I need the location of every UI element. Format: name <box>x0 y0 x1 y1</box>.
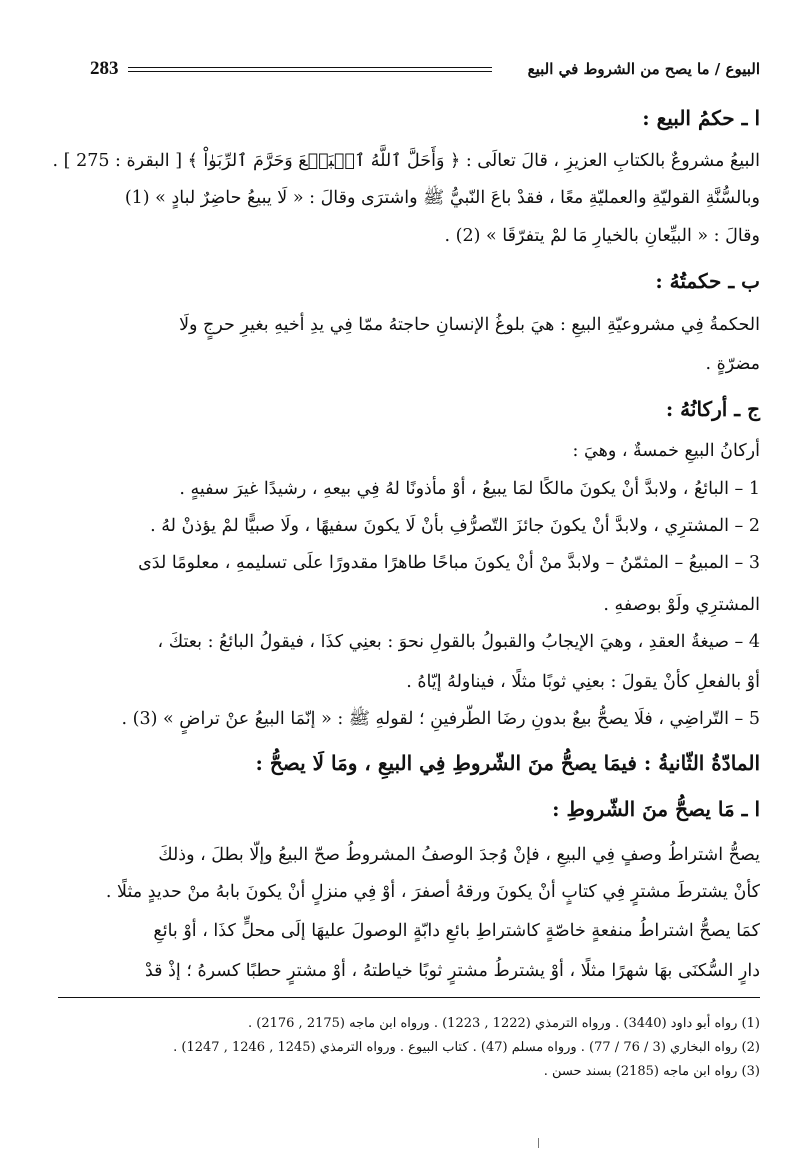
scan-mark <box>538 1138 541 1148</box>
page-number: 283 <box>90 58 119 79</box>
section-heading-ruling: ا ـ حكمُ البيع : <box>642 106 760 130</box>
footnote-rule <box>58 997 760 998</box>
text-line: الحكمةُ فِي مشروعيّةِ البيعِ : هيَ بلوغُ الإنسانِ حاجتهُ ممّا فِي يدِ أخيهِ بغيرِ حرجٍ ولَا <box>179 315 760 335</box>
chapter-heading-article-two: المادّةُ الثّانيةُ : فيمَا يصحُّ منَ الشّروطِ فِي البيعِ ، ومَا لَا يصحُّ : <box>255 751 760 775</box>
section-heading-pillars: ج ـ أركانُهُ : <box>665 397 760 421</box>
text-line: أوْ بالفعلِ كأنْ يقولَ : بعنِي ثوبًا مثلًا ، فيناولهُ إيّاهُ . <box>406 672 760 692</box>
text-line: المشترِي ولَوْ بوصفهِ . <box>603 595 760 615</box>
list-item: 1 – البائعُ ، ولابدَّ أنْ يكونَ مالكًا لمَا يبيعُ ، أوْ مأذونًا لهُ فِي بيعهِ ، رشيدًا غيرَ سفيهٍ . <box>179 479 760 499</box>
text-line: وبالسُّنَّةِ القوليّةِ والعمليّةِ معًا ، فقدْ باعَ النّبيُّ ﷺ واشترَى وقالَ : « لَا يبيعُ حاضِرٌ لبادٍ » (1) <box>124 188 760 208</box>
text-line: يصحُّ اشتراطُ وصفٍ فِي البيعِ ، فإنْ وُجدَ الوصفُ المشروطُ صحّ البيعُ وإلّا بطلَ ، وذلكَ <box>158 845 760 865</box>
header-rule <box>128 67 492 68</box>
list-item: 4 – صيغةُ العقدِ ، وهيَ الإيجابُ والقبولُ بالقولِ نحوَ : بعنِي كذَا ، فيقولُ البائعُ : بعتكَ ، <box>157 632 760 652</box>
footnote-3: (3) رواه ابن ماجه (2185) بسند حسن . <box>543 1064 760 1079</box>
text-line: كمَا يصحُّ اشتراطُ منفعةٍ خاصّةٍ كاشتراطِ بائعِ دابّةٍ الوصولَ عليهَا إلَى محلٍّ كذَا ، أوْ بائعِ <box>153 921 760 941</box>
text-line: كأنْ يشترطَ مشترٍ فِي كتابٍ أنْ يكونَ ورقهُ أصفرَ ، أوْ فِي منزلٍ أنْ يكونَ بابهُ منْ حديدٍ مثلًا . <box>105 882 760 902</box>
list-item: 2 – المشترِي ، ولابدَّ أنْ يكونَ جائزَ التّصرُّفِ بأنْ لَا يكونَ سفيهًا ، ولَا صبيًّا لمْ يؤذنْ لهُ . <box>150 516 760 536</box>
footnote-1: (1) رواه أبو داود (3440) . ورواه الترمذي (1222 , 1223) . ورواه ابن ماجه (2175 , 2176) . <box>247 1016 760 1031</box>
running-header <box>90 58 760 82</box>
list-item: 3 – المبيعُ – المثمّنُ – ولابدَّ منْ أنْ يكونَ مباحًا طاهرًا مقدورًا علَى تسليمهِ ، معلومًا لدَى <box>138 553 760 573</box>
text-line: وقالَ : « البيِّعانِ بالخيارِ مَا لمْ يتفرّقَا » (2) . <box>444 226 760 246</box>
text-line: البيعُ مشروعٌ بالكتابِ العزيزِ ، قالَ تعالَى : ﴿ وَأَحَلَّ ٱللَّهُ ٱلۡبَيۡعَ وَحَرَّمَ ٱلرِّبَوٰاْ ﴾ [ البقرة : 275 ] . <box>52 151 760 171</box>
list-item: 5 – التّراضِي ، فلَا يصحُّ بيعٌ بدونِ رضَا الطّرفينِ ؛ لقولهِ ﷺ : « إنّمَا البيعُ عنْ تراضٍ » (3) . <box>121 709 760 729</box>
text-line: دارٍ السُّكنَى بهَا شهرًا مثلًا ، أوْ يشترطُ مشترٍ ثوبًا خياطتهُ ، أوْ مشترٍ حطبًا كسرهُ ؛ إذْ قدْ <box>144 961 760 981</box>
section-heading-valid-conditions: ا ـ مَا يصحُّ منَ الشّروطِ : <box>552 797 760 821</box>
header-rule <box>128 71 492 72</box>
footnote-2: (2) رواه البخاري (3 / 76 / 77) . ورواه مسلم (47) . كتاب البيوع . ورواه الترمذي (1245 , 1246 , 1247) . <box>173 1040 760 1055</box>
text-line: مضرّةٍ . <box>705 354 760 374</box>
running-header-title: البيوع / ما يصح من الشروط في البيع <box>527 60 760 78</box>
text-line: أركانُ البيعِ خمسةٌ ، وهيَ : <box>572 441 760 461</box>
section-heading-wisdom: ب ـ حكمتُهُ : <box>655 269 760 293</box>
